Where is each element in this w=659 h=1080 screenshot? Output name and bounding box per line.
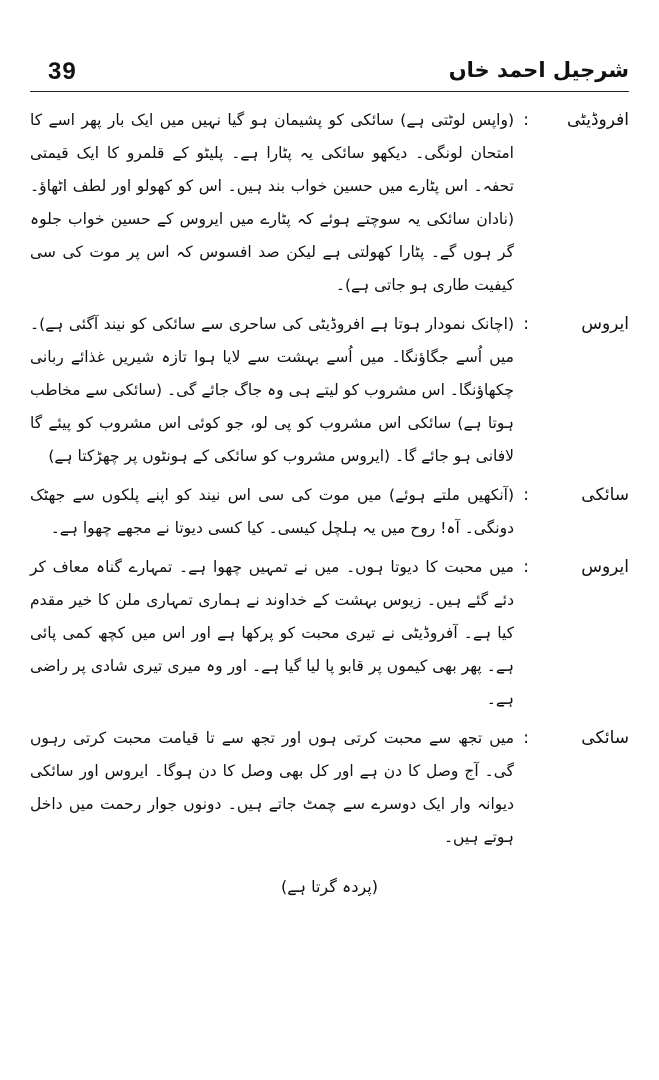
speech-text: (آنکھیں ملتے ہوئے) میں موت کی سی اس نیند کو اپنے پلکوں سے جھٹک دونگی۔ آہ! روح میں یہ ہلچل کیسی۔ کیا کسی دیوتا نے مجھے چھوا ہے۔ [30, 486, 514, 537]
speech-text: میں تجھ سے محبت کرتی ہوں اور تجھ سے تا قیامت محبت کرتی رہوں گی۔ آج وصل کا دن ہے اور کل بھی وصل کا دن ہوگا۔ ایروس اور سائکی دیوانہ وار ایک دوسرے سے چمٹ جاتے ہیں۔ دونوں جوار رحمت میں داخل ہوتے ہیں۔ [30, 729, 514, 846]
dialogue-entry [30, 479, 629, 545]
page-header [30, 58, 629, 90]
speaker-colon: : [523, 314, 529, 334]
dialogue-entry [30, 308, 629, 473]
speech-text: (اچانک نمودار ہوتا ہے افروڈیٹی کی ساحری سے سائکی کو نیند آگئی ہے)۔ میں اُسے جگاؤنگا۔ میں اُسے بہشت سے لایا ہوا تازہ شیریں غذائے ربانی چکھاؤنگا۔ اس مشروب کو لیتے ہی وہ جاگ جائے گی۔ (سائکی سے مخاطب ہوتا ہے) سائکی اس مشروب کو پی لو، جو کوئی اس مشروب کو پیئے گا لافانی ہو جائے گا۔ (ایروس مشروب کو سائکی کے ہونٹوں پر چھڑکتا ہے) [30, 315, 514, 465]
dialogue-entry [30, 722, 629, 854]
speaker-colon: : [523, 485, 529, 505]
speaker-name: سائکی [581, 485, 629, 505]
book-title: شرجیل احمد خاں [448, 58, 629, 82]
speech-text: میں محبت کا دیوتا ہوں۔ میں نے تمہیں چھوا ہے۔ تمہارے گناہ معاف کر دئے گئے ہیں۔ زیوس بہشت کے خداوند نے ہماری تمہاری ملن کا خیر مقدم کیا ہے۔ آفروڈیٹی نے تیری محبت کو پرکھا ہے اور اس میں کچھ کمی پائی ہے۔ پھر بھی کیموں پر قابو پا لیا گیا ہے۔ اور وہ میری تیری شادی پر راضی ہے۔ [30, 558, 514, 708]
speaker-colon: : [523, 728, 529, 748]
speaker-colon: : [523, 557, 529, 577]
stage-direction: (پردہ گرتا ہے) [281, 877, 378, 896]
dialogue-entry [30, 551, 629, 716]
speaker-colon: : [523, 110, 529, 130]
speech-text: (واپس لوٹتی ہے) سائکی کو پشیمان ہو گیا نہیں میں ایک بار پھر اسے کا امتحان لونگی۔ دیکھو سائکی یہ پٹارا ہے۔ پلیٹو کے قلمرو کا ایک قیمتی تحفہ۔ اس پٹارے میں حسین خواب بند ہیں۔ اس کو کھولو اور لطف اٹھاؤ۔ (نادان سائکی یہ سوچتے ہوئے کہ پٹارے میں ایروس کے حسین خواب جلوہ گر ہوں گے۔ پٹارا کھولتی ہے لیکن صد افسوس کہ اس پر موت کی سی کیفیت طاری ہو جاتی ہے)۔ [30, 111, 514, 294]
header-rule [30, 91, 629, 92]
dialogue-body [30, 104, 629, 860]
speaker-name: افروڈیٹی [566, 110, 629, 130]
speaker-name: ایروس [581, 557, 629, 577]
dialogue-entry [30, 104, 629, 302]
speaker-name: ایروس [581, 314, 629, 334]
page-number: 39 [48, 58, 77, 85]
speaker-name: سائکی [581, 728, 629, 748]
